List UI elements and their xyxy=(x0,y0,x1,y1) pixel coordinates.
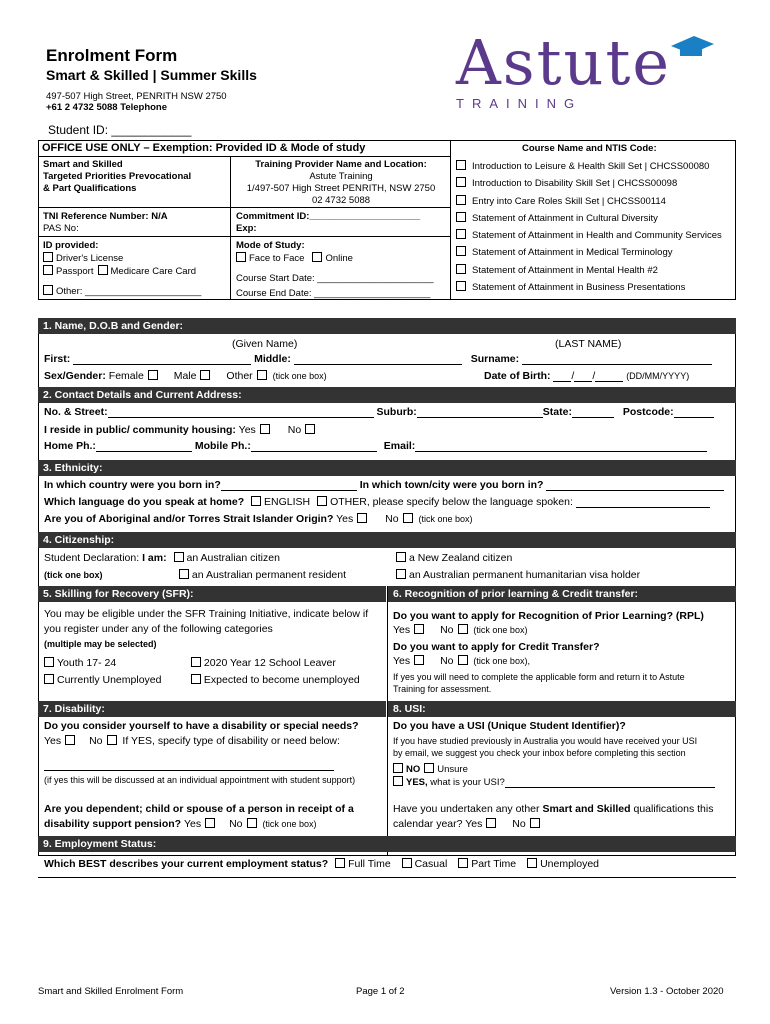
dob-slash-2: / xyxy=(592,370,596,382)
course-checkbox[interactable] xyxy=(456,160,466,170)
disability-yes-checkbox[interactable] xyxy=(65,735,75,745)
course-item xyxy=(456,195,722,212)
home-input[interactable] xyxy=(96,442,192,452)
disability-yes-label: Yes xyxy=(44,735,62,747)
origin-yes-label: Yes xyxy=(336,513,354,525)
language-input[interactable] xyxy=(576,498,710,508)
sfr-text xyxy=(44,607,368,652)
english-checkbox[interactable] xyxy=(251,496,261,506)
unemployed-checkbox[interactable] xyxy=(44,674,54,684)
housing-label: I reside in public/ community housing: xyxy=(44,424,236,436)
street-input[interactable] xyxy=(108,408,374,418)
usi-unsure-label: Unsure xyxy=(437,764,468,775)
postcode-input[interactable] xyxy=(674,408,714,418)
mobile-input[interactable] xyxy=(251,442,377,452)
office-title: OFFICE USE ONLY – Exemption: Provided ID & Mode of study xyxy=(42,142,366,154)
state-label: State: xyxy=(542,406,572,418)
passport-label: Passport xyxy=(56,266,94,277)
decl-label: Student Declaration: xyxy=(44,552,140,564)
ct-note-1: If yes you will need to complete the applicable form and return it to Astute xyxy=(393,672,685,682)
online-label: Online xyxy=(325,253,353,264)
course-label: Statement of Attainment in Cultural Diversity xyxy=(472,212,658,224)
employment-question: Which BEST describes your current employment status? xyxy=(44,858,329,870)
program-l3: & Part Qualifications xyxy=(43,183,137,194)
casual-label: Casual xyxy=(414,858,448,870)
id-provided xyxy=(43,239,201,298)
last-name-hint: (LAST NAME) xyxy=(555,338,622,350)
disability-no-label: No xyxy=(89,735,103,747)
course-title: Course Name and NTIS Code: xyxy=(522,143,657,154)
country-input[interactable] xyxy=(221,481,357,491)
sex-label: Sex/Gender: xyxy=(44,370,106,382)
town-input[interactable] xyxy=(546,481,724,491)
decl-row-2 xyxy=(44,569,346,581)
ct-row xyxy=(393,655,530,667)
dependent-no-label: No xyxy=(229,818,243,830)
suburb-input[interactable] xyxy=(417,408,543,418)
ct-yes-label: Yes xyxy=(393,655,411,667)
address: 497-507 High Street, PENRITH NSW 2750 xyxy=(46,91,227,102)
provider-l3: 02 4732 5088 xyxy=(311,195,371,206)
program-box xyxy=(43,159,191,195)
visa-checkbox[interactable] xyxy=(396,569,406,579)
course-item xyxy=(456,160,722,177)
origin-label: Are you of Aboriginal and/or Torres Strait Islander Origin? xyxy=(44,513,334,525)
form-title: Enrolment Form xyxy=(46,46,178,65)
other-qual-2: qualifications this xyxy=(633,803,714,815)
course-checkbox[interactable] xyxy=(456,229,466,239)
other-id-label[interactable]: Other: ______________________ xyxy=(56,286,202,297)
end-date[interactable]: Course End Date: ______________________ xyxy=(236,288,431,299)
license-label: Driver's License xyxy=(56,253,124,264)
visa-row xyxy=(392,569,640,581)
given-name-hint: (Given Name) xyxy=(232,338,298,350)
rpl-tick: (tick one box) xyxy=(473,625,528,635)
dependent-tick: (tick one box) xyxy=(262,819,317,829)
citizen-label: an Australian citizen xyxy=(186,552,280,564)
course-checkbox[interactable] xyxy=(456,177,466,187)
country-label: In which country were you born in? xyxy=(44,479,221,491)
passport-checkbox[interactable] xyxy=(43,265,53,275)
other-gender-checkbox[interactable] xyxy=(257,370,267,380)
origin-no-checkbox[interactable] xyxy=(403,513,413,523)
other-language-checkbox[interactable] xyxy=(317,496,327,506)
first-input[interactable] xyxy=(73,355,251,365)
origin-no-label: No xyxy=(385,513,399,525)
medicare-label: Medicare Care Card xyxy=(110,266,197,277)
tni: TNI Reference Number: N/A xyxy=(43,211,168,222)
sfr-text-1: You may be eligible under the SFR Training Initiative, indicate below if xyxy=(44,608,369,620)
male-checkbox[interactable] xyxy=(200,370,210,380)
program-l1: Smart and Skilled xyxy=(43,159,123,170)
course-item xyxy=(456,246,722,263)
parttime-checkbox[interactable] xyxy=(458,858,468,868)
usi-note-1: If you have studied previously in Australia you would have received your USI xyxy=(393,736,698,746)
dob-year[interactable] xyxy=(595,372,623,382)
section-2-header: 2. Contact Details and Current Address: xyxy=(38,387,736,403)
course-checkbox[interactable] xyxy=(456,246,466,256)
casual-checkbox[interactable] xyxy=(402,858,412,868)
visa-label: an Australian permanent humanitarian visa holder xyxy=(409,569,641,581)
ct-tick: (tick one box), xyxy=(473,656,530,666)
logo-text: Astute xyxy=(456,26,672,99)
sfr-row-1 xyxy=(44,657,336,669)
course-checkbox[interactable] xyxy=(456,264,466,274)
rpl-no-checkbox[interactable] xyxy=(458,624,468,634)
female-checkbox[interactable] xyxy=(148,370,158,380)
commit-box xyxy=(236,211,420,235)
disability-no-checkbox[interactable] xyxy=(107,735,117,745)
section-3-header: 3. Ethnicity: xyxy=(38,460,736,476)
home-label: Home Ph.: xyxy=(44,440,96,452)
dob-label: Date of Birth: xyxy=(484,370,551,382)
usi-question: Do you have a USI (Unique Student Identifier)? xyxy=(393,720,626,732)
provider-l1: Astute Training xyxy=(309,171,373,182)
housing-row xyxy=(44,424,318,436)
rpl-yes-checkbox[interactable] xyxy=(414,624,424,634)
section-1-header: 1. Name, D.O.B and Gender: xyxy=(38,318,736,334)
provider-title: Training Provider Name and Location: xyxy=(255,159,427,170)
resident-checkbox[interactable] xyxy=(179,569,189,579)
unemp-checkbox[interactable] xyxy=(527,858,537,868)
housing-yes-label: Yes xyxy=(238,424,256,436)
section-9-header: 9. Employment Status: xyxy=(38,836,736,852)
sfr-multi: (multiple may be selected) xyxy=(44,639,157,649)
course-item xyxy=(456,264,722,281)
disability-row xyxy=(44,735,340,747)
sfr-text-2: you register under any of the following categories xyxy=(44,623,273,635)
dob-day[interactable] xyxy=(553,372,571,382)
resident-label: an Australian permanent resident xyxy=(191,569,347,581)
employment-row xyxy=(44,858,599,870)
other-language-label: OTHER, please specify below the language spoken: xyxy=(330,496,573,508)
housing-no-label: No xyxy=(287,424,302,436)
nz-label: a New Zealand citizen xyxy=(409,552,513,564)
dependent-no-checkbox[interactable] xyxy=(247,818,257,828)
first-label: First: xyxy=(44,353,71,365)
dob-month[interactable] xyxy=(574,372,592,382)
course-item xyxy=(456,212,722,229)
decl-row xyxy=(44,552,280,564)
course-item xyxy=(456,281,722,298)
sex-row xyxy=(44,370,327,382)
nz-row xyxy=(392,552,512,564)
usi-unsure-checkbox[interactable] xyxy=(424,763,434,773)
dependent-question xyxy=(44,802,354,832)
other-qual-bold: Smart and Skilled xyxy=(542,803,631,815)
course-checkbox[interactable] xyxy=(456,281,466,291)
course-label: Statement of Attainment in Medical Terminology xyxy=(472,247,673,259)
provider-box xyxy=(232,159,450,207)
rpl-row xyxy=(393,624,527,636)
dependent-yes-checkbox[interactable] xyxy=(205,818,215,828)
ct-note-2: Training for assessment. xyxy=(393,684,492,694)
disability-ifyes: If YES, specify type of disability or need below: xyxy=(122,735,340,747)
iam-label: I am: xyxy=(142,552,167,564)
citizen-tick: (tick one box) xyxy=(44,570,103,580)
astute-logo xyxy=(456,28,736,123)
housing-yes-checkbox[interactable] xyxy=(260,424,270,434)
state-input[interactable] xyxy=(572,408,614,418)
other-qual-1: Have you undertaken any other xyxy=(393,803,540,815)
unemp-label: Unemployed xyxy=(540,858,600,870)
mobile-label: Mobile Ph.: xyxy=(194,440,251,452)
tick-hint: (tick one box) xyxy=(272,371,327,381)
street-row xyxy=(44,406,714,418)
usi-yes-label: YES, xyxy=(406,777,428,788)
middle-label: Middle: xyxy=(254,353,291,365)
mode-study xyxy=(236,239,434,300)
usi-no-label: NO xyxy=(406,764,421,775)
middle-input[interactable] xyxy=(294,355,462,365)
rpl-yes-label: Yes xyxy=(393,624,411,636)
first-row xyxy=(44,353,712,365)
dob-slash-1: / xyxy=(571,370,575,382)
disability-note: (if yes this will be discussed at an individual appointment with student support) xyxy=(44,775,356,785)
student-id[interactable]: Student ID: ____________ xyxy=(48,123,192,137)
phone-row xyxy=(44,440,707,452)
male-label: Male xyxy=(173,370,197,382)
youth-label: Youth 17- 24 xyxy=(57,657,117,669)
birth-row xyxy=(44,479,724,491)
dob-row xyxy=(484,370,689,382)
email-input[interactable] xyxy=(415,442,707,452)
usi-note-2: by email, we suggest you check your inbox before completing this section xyxy=(393,748,686,758)
course-checkbox[interactable] xyxy=(456,195,466,205)
other-qual-yes-checkbox[interactable] xyxy=(486,818,496,828)
graduation-cap-icon xyxy=(666,32,716,62)
suburb-label: Suburb: xyxy=(376,406,417,418)
youth-checkbox[interactable] xyxy=(44,657,54,667)
fulltime-checkbox[interactable] xyxy=(335,858,345,868)
online-checkbox[interactable] xyxy=(312,252,322,262)
section-7-header: 7. Disability: xyxy=(38,701,386,717)
street-label: No. & Street: xyxy=(44,406,108,418)
fulltime-label: Full Time xyxy=(348,858,391,870)
ct-no-label: No xyxy=(440,655,454,667)
course-item xyxy=(456,177,722,194)
surname-input[interactable] xyxy=(522,355,712,365)
tni-box xyxy=(43,211,168,235)
form-subtitle: Smart & Skilled | Summer Skills xyxy=(46,67,257,83)
sfr-row-2 xyxy=(44,674,360,686)
footer-page: Page 1 of 2 xyxy=(356,986,405,997)
dependent-line-1: Are you dependent; child or spouse of a person in receipt of a xyxy=(44,803,354,815)
ct-note xyxy=(393,671,685,695)
course-item xyxy=(456,229,722,246)
logo-sub: TRAINING xyxy=(456,96,583,111)
course-label: Statement of Attainment in Business Presentations xyxy=(472,282,686,294)
rpl-no-label: No xyxy=(440,624,454,636)
other-qual-3: calendar year? xyxy=(393,818,463,830)
expected-checkbox[interactable] xyxy=(191,674,201,684)
origin-row xyxy=(44,513,473,525)
id-title: ID provided: xyxy=(43,240,99,251)
course-label: Introduction to Leisure & Health Skill Set | CHCSS00080 xyxy=(472,161,710,172)
program-l2: Targeted Priorities Prevocational xyxy=(43,171,192,182)
course-label: Statement of Attainment in Mental Health #2 xyxy=(472,264,658,276)
usi-yes-checkbox[interactable] xyxy=(393,776,403,786)
usi-what: what is your USI? xyxy=(430,777,505,788)
course-label: Statement of Attainment in Health and Community Services xyxy=(472,230,722,242)
ct-question: Do you want to apply for Credit Transfer? xyxy=(393,641,600,653)
leaver-label: 2020 Year 12 School Leaver xyxy=(203,657,336,669)
unemployed-label: Currently Unemployed xyxy=(57,674,162,686)
start-date[interactable]: Course Start Date: ______________________ xyxy=(236,273,434,284)
course-checkbox[interactable] xyxy=(456,212,466,222)
other-qual-no-label: No xyxy=(512,818,526,830)
other-qual-no-checkbox[interactable] xyxy=(530,818,540,828)
dependent-line-2: disability support pension? xyxy=(44,818,182,830)
town-label: In which town/city were you born in? xyxy=(359,479,544,491)
surname-label: Surname: xyxy=(470,353,520,365)
pas[interactable]: PAS No: xyxy=(43,223,79,234)
other-gender-label: Other xyxy=(226,370,253,382)
origin-tick: (tick one box) xyxy=(418,514,473,524)
f2f-checkbox[interactable] xyxy=(236,252,246,262)
usi-no-row xyxy=(393,763,468,775)
medicare-checkbox[interactable] xyxy=(98,265,108,275)
f2f-label: Face to Face xyxy=(249,253,305,264)
footer-left: Smart and Skilled Enrolment Form xyxy=(38,986,184,997)
housing-no-checkbox[interactable] xyxy=(305,424,315,434)
course-label: Entry into Care Roles Skill Set | CHCSS00114 xyxy=(472,195,666,207)
phone: +61 2 4732 5088 Telephone xyxy=(46,102,168,113)
exp[interactable]: Exp: xyxy=(236,223,257,234)
ct-no-checkbox[interactable] xyxy=(458,655,468,665)
usi-no-checkbox[interactable] xyxy=(393,763,403,773)
section-4-header: 4. Citizenship: xyxy=(38,532,736,548)
rpl-question: Do you want to apply for Recognition of Prior Learning? (RPL) xyxy=(393,610,704,622)
disability-input[interactable] xyxy=(44,770,334,771)
section-6-header: 6. Recognition of prior learning & Credit transfer: xyxy=(388,586,736,602)
nz-checkbox[interactable] xyxy=(396,552,406,562)
course-label: Introduction to Disability Skill Set | CHCSS00098 xyxy=(472,178,678,190)
usi-input[interactable] xyxy=(505,778,715,788)
commit-id[interactable]: Commitment ID:_____________________ xyxy=(236,211,421,222)
origin-yes-checkbox[interactable] xyxy=(357,513,367,523)
language-row xyxy=(44,496,710,508)
other-qual xyxy=(393,802,713,832)
dependent-yes-label: Yes xyxy=(184,818,202,830)
parttime-label: Part Time xyxy=(471,858,517,870)
section-5-header: 5. Skilling for Recovery (SFR): xyxy=(38,586,386,602)
leaver-checkbox[interactable] xyxy=(191,657,201,667)
dob-format: (DD/MM/YYYY) xyxy=(626,371,690,381)
provider-l2: 1/497-507 High Street PENRITH, NSW 2750 xyxy=(246,183,436,194)
ct-yes-checkbox[interactable] xyxy=(414,655,424,665)
disability-question: Do you consider yourself to have a disability or special needs? xyxy=(44,720,359,732)
citizen-checkbox[interactable] xyxy=(174,552,184,562)
english-label: ENGLISH xyxy=(264,496,311,508)
footer-version: Version 1.3 - October 2020 xyxy=(610,986,724,997)
license-checkbox[interactable] xyxy=(43,252,53,262)
usi-note xyxy=(393,735,697,759)
section-8-header: 8. USI: xyxy=(388,701,736,717)
course-list xyxy=(456,160,722,298)
email-label: Email: xyxy=(383,440,416,452)
postcode-label: Postcode: xyxy=(622,406,674,418)
language-label: Which language do you speak at home? xyxy=(44,496,245,508)
other-id-checkbox[interactable] xyxy=(43,285,53,295)
expected-label: Expected to become unemployed xyxy=(203,674,360,686)
other-qual-yes-label: Yes xyxy=(465,818,483,830)
usi-yes-row xyxy=(393,776,715,788)
mode-title: Mode of Study: xyxy=(236,240,305,251)
female-label: Female xyxy=(108,370,144,382)
